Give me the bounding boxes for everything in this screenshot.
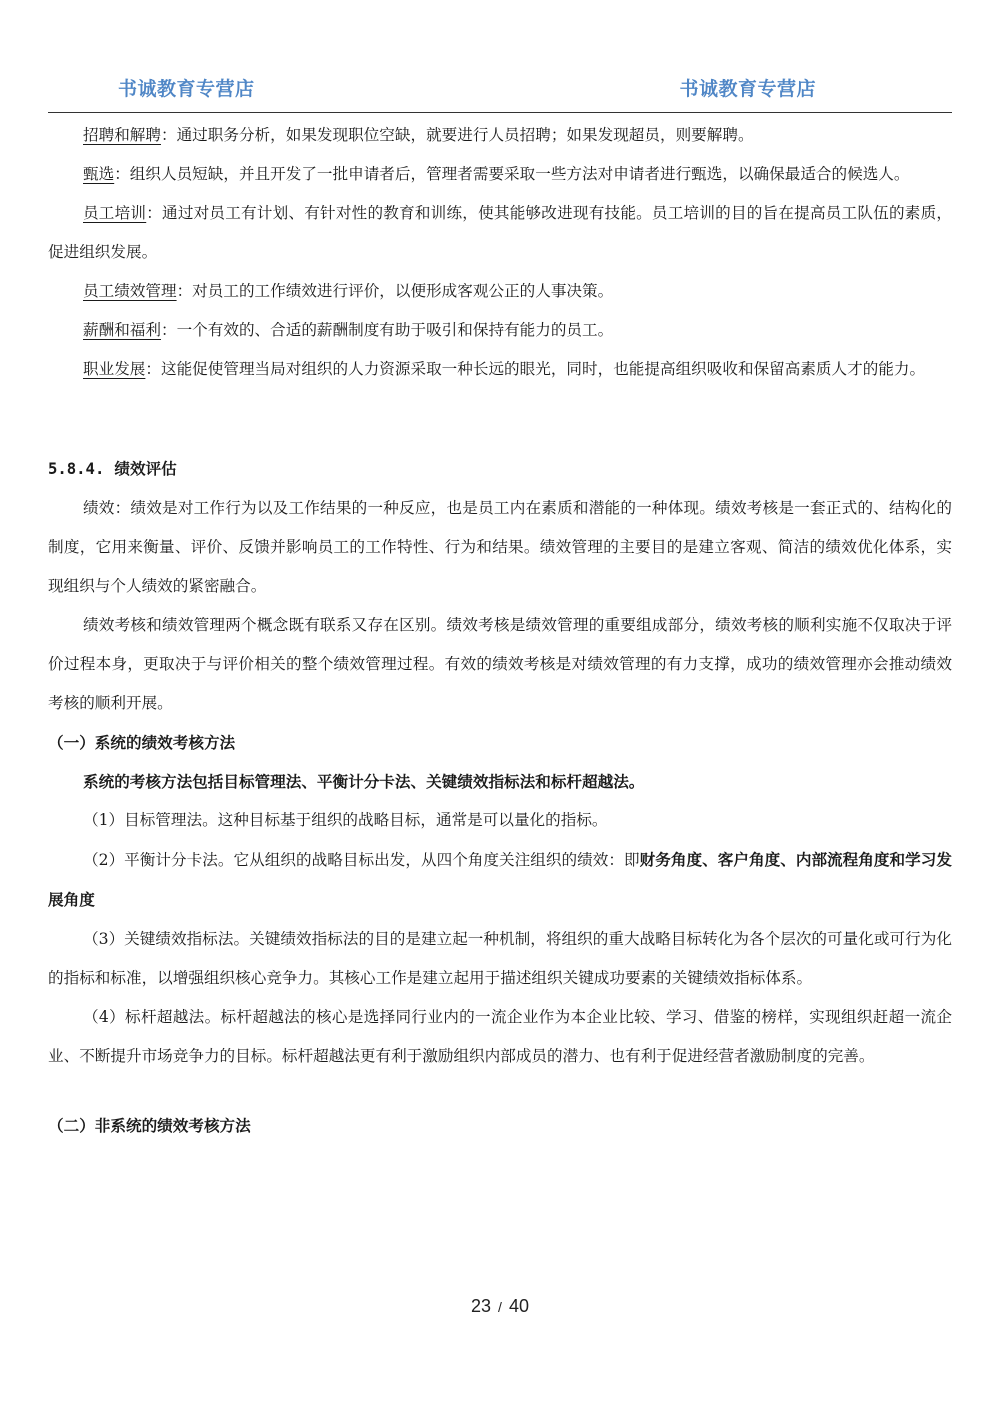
desc-recruit: ：通过职务分析，如果发现职位空缺，就要进行人员招聘；如果发现超员，则要解聘。: [160, 126, 754, 144]
term-selection: 甄选: [83, 165, 115, 183]
section-number: 5.8.4.: [48, 460, 105, 478]
term-career: 职业发展: [83, 360, 146, 378]
current-page: 23: [471, 1296, 492, 1316]
subheading-nonsystematic: （二）非系统的绩效考核方法: [48, 1116, 251, 1135]
paragraph-distinction: 绩效考核和绩效管理两个概念既有联系又存在区别。绩效考核是绩效管理的重要组成部分，绩效考核的顺利实施不仅取决于评价过程本身，更取决于与评价相关的整个绩效管理过程。有效的绩效考核是对绩效管理的有力支撑，成功的绩效管理亦会推动绩效考核的顺利开展。: [48, 616, 952, 712]
hr-item-training: [48, 194, 952, 272]
systematic-summary: 系统的考核方法包括目标管理法、平衡计分卡法、关键绩效指标法和标杆超越法。: [83, 772, 645, 791]
desc-performance: ：对员工的工作绩效进行评价，以便形成客观公正的人事决策。: [176, 282, 614, 300]
subheading-systematic: （一）系统的绩效考核方法: [48, 733, 236, 752]
page-number: [0, 1296, 1000, 1317]
method-kpi: （3）关键绩效指标法。关键绩效指标法的目的是建立起一种机制，将组织的重大战略目标转化为各个层次的可量化或可行为化的指标和标准，以增强组织核心竞争力。其核心工作是建立起用于描述组织关键成功要素的关键绩效指标体系。: [48, 930, 952, 987]
method-mbo: （1）目标管理法。这种目标基于组织的战略目标，通常是可以量化的指标。: [83, 811, 608, 829]
term-recruit: 招聘和解聘: [83, 126, 161, 144]
section-title: 绩效评估: [114, 459, 177, 478]
store-brand-left: 书诚教育专营店: [118, 78, 255, 100]
term-performance: 员工绩效管理: [83, 282, 177, 300]
spacer: [48, 389, 952, 419]
page-header: [48, 66, 952, 113]
desc-career: ：这能促使管理当局对组织的人力资源采取一种长远的眼光，同时，也能提高组织吸收和保留高素质人才的能力。: [145, 360, 926, 378]
section-heading: [48, 449, 952, 489]
spacer: [48, 1076, 952, 1106]
term-training: 员工培训: [83, 204, 147, 222]
desc-selection: ：组织人员短缺，并且开发了一批申请者后，管理者需要采取一些方法对申请者进行甄选，以确保最适合的候选人。: [114, 165, 910, 183]
hr-item-performance: [48, 272, 952, 311]
page-content: [48, 116, 952, 1145]
total-pages: 40: [508, 1296, 529, 1316]
desc-compensation: ：一个有效的、合适的薪酬制度有助于吸引和保持有能力的员工。: [160, 321, 614, 339]
method-bsc: [48, 840, 952, 920]
method-bsc-bold: 财务角度、客户角度、内部流程角度和学习发展角度: [48, 850, 952, 909]
page-separator: /: [498, 1299, 502, 1315]
hr-item-career: [48, 350, 952, 389]
paragraph-definition: 绩效：绩效是对工作行为以及工作结果的一种反应，也是员工内在素质和潜能的一种体现。绩效考核是一套正式的、结构化的制度，它用来衡量、评价、反馈并影响员工的工作特性、行为和结果。绩效管理的主要目的是建立客观、简洁的绩效优化体系，实现组织与个人绩效的紧密融合。: [48, 499, 952, 595]
method-benchmark: （4）标杆超越法。标杆超越法的核心是选择同行业内的一流企业作为本企业比较、学习、借鉴的榜样，实现组织赶超一流企业、不断提升市场竞争力的目标。标杆超越法更有利于激励组织内部成员的潜力、也有利于促进经营者激励制度的完善。: [48, 1008, 952, 1065]
store-brand-right: 书诚教育专营店: [679, 78, 816, 100]
term-compensation: 薪酬和福利: [83, 321, 161, 339]
desc-training: ：通过对员工有计划、有针对性的教育和训练，使其能够改进现有技能。员工培训的目的旨在提高员工队伍的素质，促进组织发展。: [48, 204, 952, 261]
hr-item-compensation: [48, 311, 952, 350]
method-bsc-text: （2）平衡计分卡法。它从组织的战略目标出发，从四个角度关注组织的绩效：即: [83, 851, 640, 869]
hr-item-recruit: [48, 116, 952, 155]
hr-item-selection: [48, 155, 952, 194]
